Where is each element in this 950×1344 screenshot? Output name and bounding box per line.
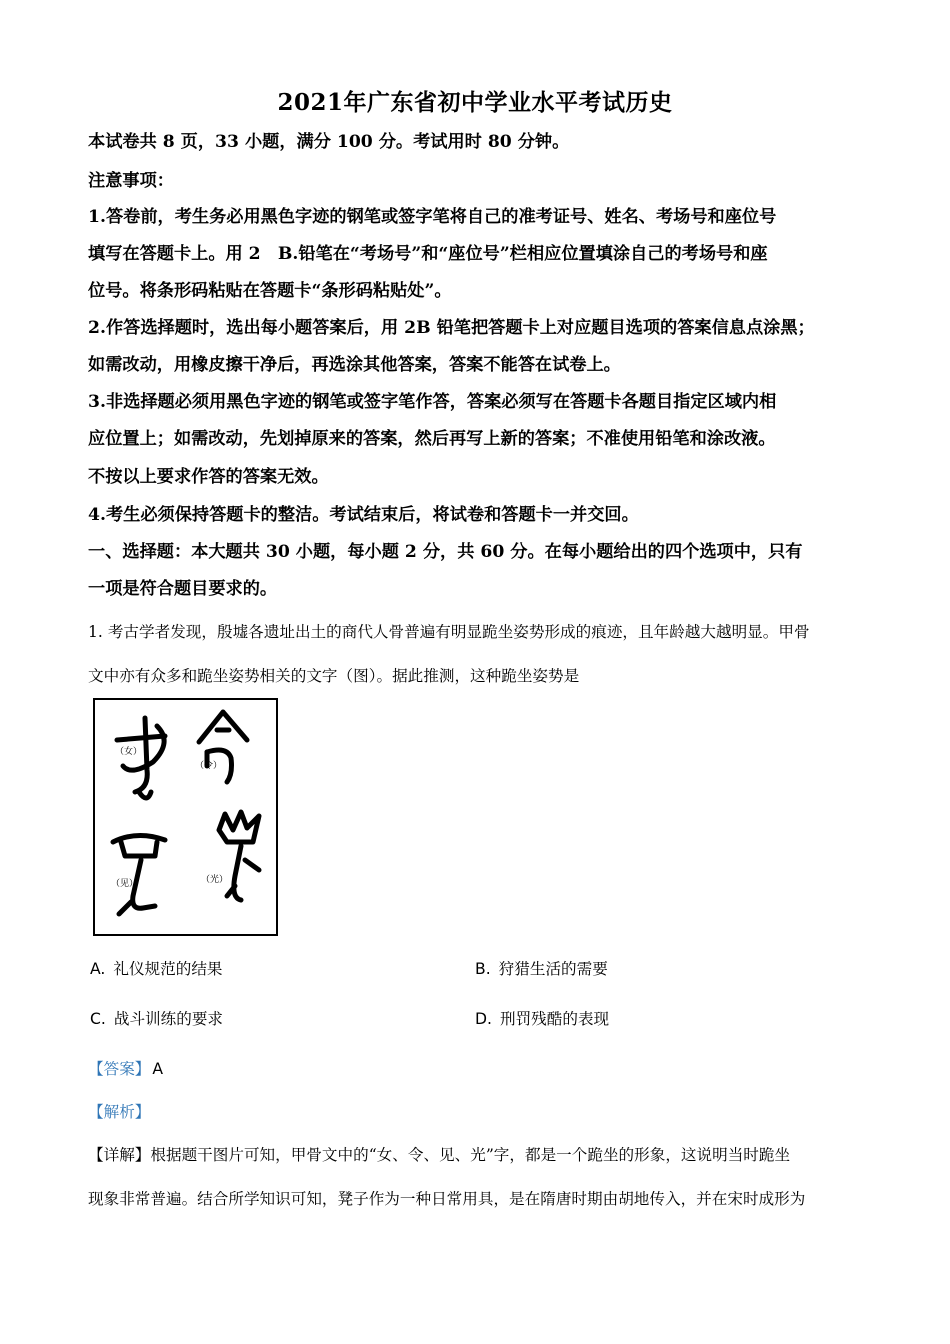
option-text: 战斗训练的要求 bbox=[113, 1010, 224, 1028]
oracle-bone-figure bbox=[93, 698, 278, 936]
glyph-label-jian: （见） bbox=[111, 879, 139, 889]
detail-line: 现象非常普遍。结合所学知识可知，凳子作为一种日常用具，是在隋唐时期由胡地传入，并在宋时成形为 bbox=[88, 1190, 806, 1208]
option-b[interactable] bbox=[475, 958, 608, 980]
option-text: 礼仪规范的结果 bbox=[113, 960, 223, 978]
notice-line: 4.考生必须保持答题卡的整洁。考试结束后，将试卷和答题卡一并交回。 bbox=[88, 505, 639, 525]
analysis-tag: 【解析】 bbox=[88, 1103, 151, 1121]
notice-line: 不按以上要求作答的答案无效。 bbox=[88, 467, 329, 487]
notice-line: 如需改动，用橡皮擦干净后，再选涂其他答案，答案不能答在试卷上。 bbox=[88, 355, 621, 375]
notice-line: 3.非选择题必须用黑色字迹的钢笔或签字笔作答，答案必须写在答题卡各题目指定区域内相 bbox=[88, 392, 777, 412]
notice-line: 位号。将条形码粘贴在答题卡“条形码粘贴处”。 bbox=[88, 281, 452, 301]
option-text: 狩猎生活的需要 bbox=[498, 960, 608, 978]
option-text: 刑罚残酷的表现 bbox=[499, 1010, 610, 1028]
question-stem: 文中亦有众多和跪坐姿势相关的文字（图）。据此推测，这种跪坐姿势是 bbox=[88, 667, 580, 685]
answer-value: A bbox=[152, 1060, 164, 1078]
detail-text: 根据题干图片可知，甲骨文中的“女、令、见、光”字，都是一个跪坐的形象，这说明当时跪坐 bbox=[150, 1146, 791, 1164]
exam-intro: 本试卷共 8 页，33 小题，满分 100 分。考试用时 80 分钟。 bbox=[88, 132, 570, 152]
notice-line: 1.答卷前，考生务必用黑色字迹的钢笔或签字笔将自己的准考证号、姓名、考场号和座位号 bbox=[88, 207, 777, 227]
option-letter: C. bbox=[90, 1010, 106, 1028]
section-heading: 一项是符合题目要求的。 bbox=[88, 579, 278, 599]
section-heading: 一、选择题：本大题共 30 小题，每小题 2 分，共 60 分。在每小题给出的四个选项中，只有 bbox=[88, 542, 803, 562]
option-a[interactable] bbox=[90, 958, 223, 980]
analysis-line bbox=[88, 1101, 868, 1123]
question-stem: 1. 考古学者发现，殷墟各遗址出土的商代人骨普遍有明显跪坐姿势形成的痕迹，且年龄越大越明显。甲骨 bbox=[88, 623, 810, 641]
option-letter: A. bbox=[90, 960, 106, 978]
glyph-label-guang: （光） bbox=[201, 875, 229, 885]
exam-title: 2021年广东省初中学业水平考试历史 bbox=[277, 89, 673, 116]
notice-heading: 注意事项： bbox=[88, 171, 174, 191]
option-c[interactable] bbox=[90, 1008, 223, 1030]
glyph-label-nu: （女） bbox=[115, 747, 143, 757]
notice-line: 应位置上；如需改动，先划掉原来的答案，然后再写上新的答案；不准使用铅笔和涂改液。 bbox=[88, 429, 776, 449]
detail-line bbox=[88, 1144, 868, 1166]
option-letter: B. bbox=[475, 960, 491, 978]
glyph-label-ling: （令） bbox=[195, 761, 223, 771]
option-letter: D. bbox=[475, 1010, 492, 1028]
notice-line: 2.作答选择题时，选出每小题答案后，用 2B 铅笔把答题卡上对应题目选项的答案信息点涂黑； bbox=[88, 318, 815, 338]
oracle-glyphs-image bbox=[95, 700, 276, 934]
answer-line bbox=[88, 1058, 868, 1080]
option-d[interactable] bbox=[475, 1008, 609, 1030]
notice-line: 填写在答题卡上。用 2 B.铅笔在“考场号”和“座位号”栏相应位置填涂自己的考场号和座 bbox=[88, 244, 768, 264]
answer-tag: 【答案】 bbox=[88, 1060, 151, 1078]
detail-tag: 【详解】 bbox=[88, 1146, 151, 1164]
